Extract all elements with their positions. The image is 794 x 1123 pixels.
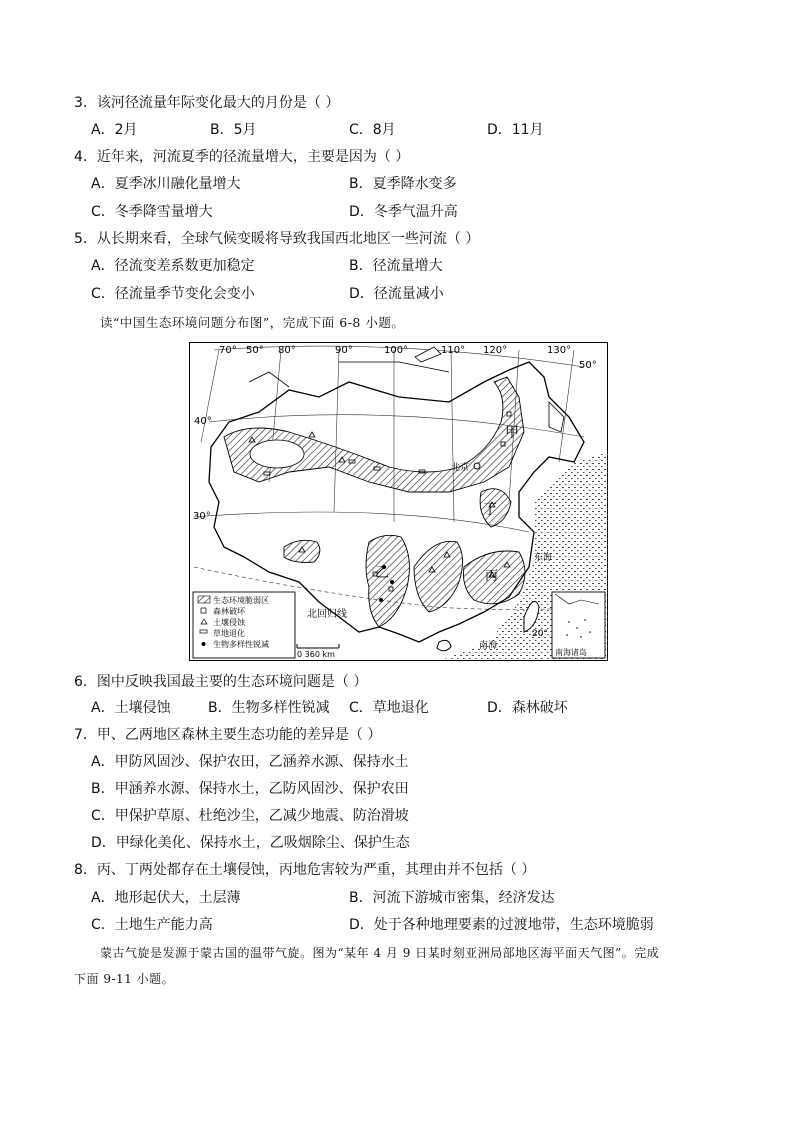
question-6-stem: 6．图中反映我国最主要的生态环境问题是（ ） bbox=[74, 674, 368, 690]
china-eco-problem-map bbox=[189, 342, 608, 661]
region-label-ding: 丁 bbox=[483, 502, 497, 518]
lat-label-50: 50° bbox=[579, 360, 597, 371]
q4-option-b: B．夏季降水变多 bbox=[349, 176, 457, 192]
q7-option-c: C．甲保护草原、杜绝沙尘，乙减少地震、防治滑坡 bbox=[91, 808, 409, 824]
q4-option-a: A．夏季冰川融化量增大 bbox=[91, 176, 241, 192]
legend-biodiversity: 生物多样性锐减 bbox=[213, 640, 269, 649]
legend-soil: 土壤侵蚀 bbox=[213, 618, 245, 627]
question-5-stem: 5．从长期来看，全球气候变暖将导致我国西北地区一些河流（ ） bbox=[74, 231, 480, 247]
q3-option-a: A．2月 bbox=[91, 122, 138, 138]
tropic-label: 北回归线 bbox=[307, 609, 347, 620]
q7-option-d: D．甲绿化美化、保持水土，乙吸烟除尘、保护生态 bbox=[91, 835, 410, 851]
question-7-stem: 7．甲、乙两地区森林主要生态功能的差异是（ ） bbox=[74, 727, 382, 743]
q8-option-c: C．土地生产能力高 bbox=[91, 917, 213, 933]
lon-label-50: 50° bbox=[246, 345, 264, 356]
question-8-stem: 8．丙、丁两处都存在土壤侵蚀，丙地危害较为严重，其理由并不包括（ ） bbox=[74, 862, 536, 878]
fragile-zone-tibet bbox=[284, 540, 320, 562]
question-4-stem: 4．近年来，河流夏季的径流量增大，主要是因为（ ） bbox=[74, 149, 410, 165]
scale-label: 0 360 km bbox=[297, 650, 335, 659]
inset-label: 南海诸岛 bbox=[555, 648, 587, 657]
q3-option-b: B．5月 bbox=[210, 122, 257, 138]
sea-label-nanhai: 南海 bbox=[479, 641, 498, 651]
q7-option-b: B．甲涵养水源、保持水土，乙防风固沙、保护农田 bbox=[91, 781, 409, 797]
q3-option-d: D．11月 bbox=[487, 122, 544, 138]
q5-option-a: A．径流变差系数更加稳定 bbox=[91, 258, 255, 274]
q5-option-c: C．径流量季节变化会变小 bbox=[91, 286, 255, 302]
lon-label-110: 110° bbox=[441, 345, 466, 356]
q5-option-d: D．径流量减小 bbox=[349, 286, 444, 302]
q6-option-a: A．土壤侵蚀 bbox=[91, 700, 171, 716]
lat-label-20: 20° bbox=[532, 629, 548, 639]
legend-grassland: 草地退化 bbox=[213, 629, 245, 638]
q5-option-b: B．径流量增大 bbox=[349, 258, 443, 274]
lon-label-100: 100° bbox=[384, 345, 409, 356]
sea-label-donghai: 东海 bbox=[534, 553, 553, 563]
question-3-stem: 3．该河径流量年际变化最大的月份是（ ） bbox=[74, 95, 340, 111]
region-label-yi: 乙 bbox=[375, 565, 389, 581]
q8-option-b: B．河流下游城市密集，经济发达 bbox=[349, 890, 555, 906]
lon-label-70: 70° bbox=[219, 345, 237, 356]
q7-option-a: A．甲防风固沙、保护农田，乙涵养水源、保持水土 bbox=[91, 754, 409, 770]
city-label-beijing: 北京 bbox=[451, 463, 470, 473]
intro-9-11-line1: 蒙古气旋是发源于蒙古国的温带气旋。图为“某年 4 月 9 日某时刻亚洲局部地区海平面天气图”。完成 bbox=[100, 946, 660, 960]
q8-option-d: D．处于各种地理要素的过渡地带，生态环境脆弱 bbox=[349, 917, 654, 933]
lon-label-120: 120° bbox=[483, 345, 508, 356]
intro-9-11-line2: 下面 9-11 小题。 bbox=[74, 972, 175, 986]
lon-label-130: 130° bbox=[547, 345, 572, 356]
lat-label-30: 30° bbox=[193, 511, 211, 522]
lon-label-80: 80° bbox=[278, 345, 296, 356]
region-label-jia: 甲 bbox=[505, 425, 519, 441]
q6-option-d: D．森林破坏 bbox=[487, 700, 568, 716]
map-legend bbox=[193, 592, 295, 658]
q8-option-a: A．地形起伏大，土层薄 bbox=[91, 890, 241, 906]
intro-6-8: 读“中国生态环境问题分布图”，完成下面 6-8 小题。 bbox=[100, 315, 405, 330]
legend-forest: 森林破坏 bbox=[213, 607, 245, 616]
lat-label-40: 40° bbox=[194, 416, 212, 427]
q6-option-c: C．草地退化 bbox=[349, 700, 429, 716]
legend-fragile: 生态环境脆弱区 bbox=[213, 596, 269, 605]
q4-option-d: D．冬季气温升高 bbox=[349, 204, 458, 220]
south-china-sea-inset bbox=[552, 592, 605, 658]
region-label-bing: 丙 bbox=[485, 569, 499, 584]
q4-option-c: C．冬季降雪量增大 bbox=[91, 204, 213, 220]
lon-label-90: 90° bbox=[335, 345, 353, 356]
q6-option-b: B．生物多样性锐减 bbox=[208, 700, 330, 716]
q3-option-c: C．8月 bbox=[349, 122, 396, 138]
